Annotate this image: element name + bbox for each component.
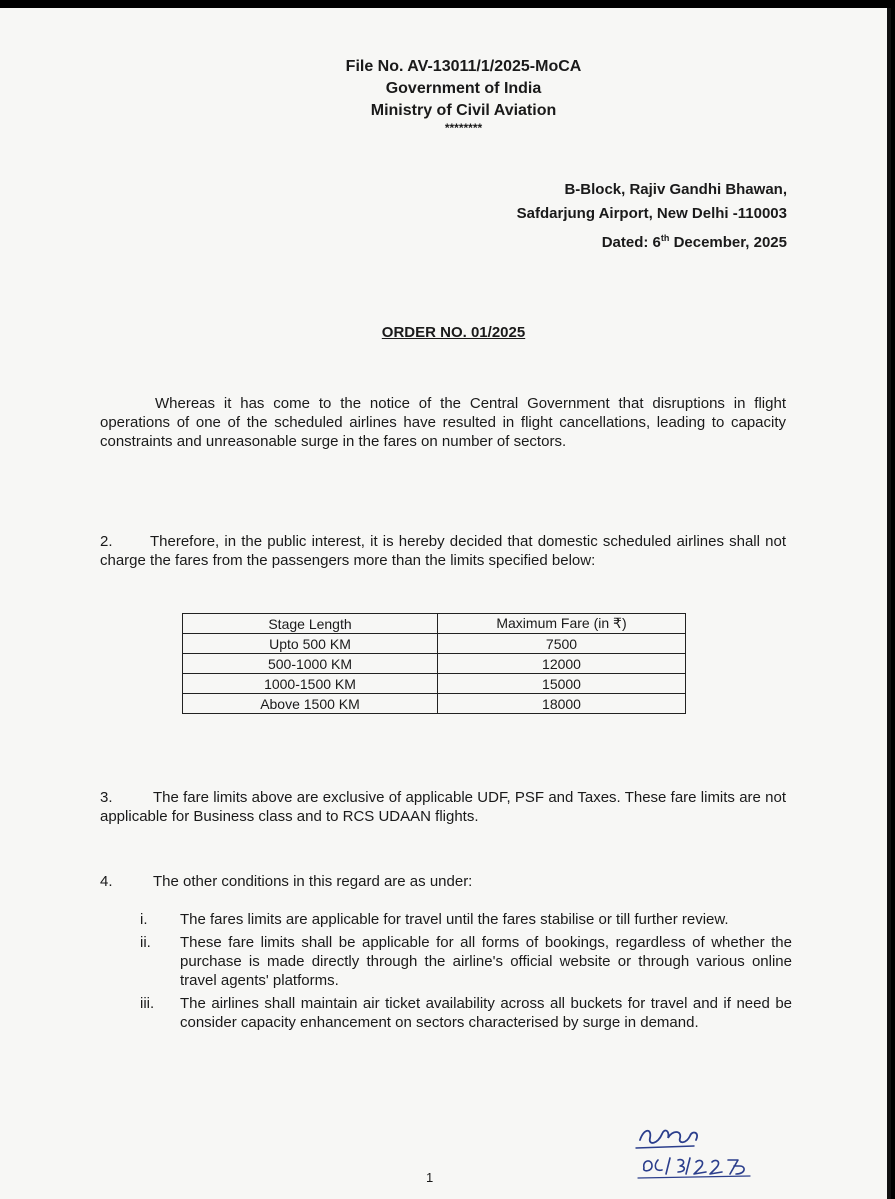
list-item-marker: i. xyxy=(140,911,148,928)
table-header-maximum-fare: Maximum Fare (in ₹) xyxy=(438,614,686,634)
dated-superscript: th xyxy=(660,233,670,243)
list-item-text: The airlines shall maintain air ticket availability across all buckets for travel and if need be consider capacity enhancement on sectors characterised by surge in demand. xyxy=(180,995,792,1031)
file-number: File No. AV-13011/1/2025-MoCA xyxy=(345,58,582,75)
paragraph-4-number: 4. xyxy=(100,873,113,890)
table-cell-stage: Upto 500 KM xyxy=(183,634,438,654)
paragraph-3-number: 3. xyxy=(100,789,113,806)
header-separator-stars: ******** xyxy=(444,121,483,135)
table-row xyxy=(183,634,686,654)
list-item-marker: iii. xyxy=(140,995,155,1012)
paragraph-1: Whereas it has come to the notice of the Central Government that disruptions in flight operations of one of the scheduled airlines have resulted in flight cancellations, leading to capacity constraints and unreasonable surge in the fares on number of sectors. xyxy=(100,395,786,450)
table-cell-fare: 7500 xyxy=(438,634,686,654)
paragraph-2 xyxy=(100,532,786,570)
list-item-text: The fares limits are applicable for travel until the fares stabilise or till further review. xyxy=(180,911,729,928)
table-cell-stage: 1000-1500 KM xyxy=(183,674,438,694)
table-header-row xyxy=(183,614,686,634)
paragraph-4-text: The other conditions in this regard are as under: xyxy=(153,873,473,890)
table-cell-stage: Above 1500 KM xyxy=(183,694,438,714)
fare-limits-table xyxy=(182,613,686,714)
table-cell-fare: 15000 xyxy=(438,674,686,694)
document-page xyxy=(0,8,891,1199)
table-row xyxy=(183,694,686,714)
government-name: Government of India xyxy=(385,80,542,97)
list-item-text: These fare limits shall be applicable for all forms of bookings, regardless of whether the purchase is made directly through the airline's official website or through various online travel agents' platforms. xyxy=(180,934,792,989)
list-item xyxy=(132,910,792,929)
list-item xyxy=(132,933,792,990)
dated-suffix: December, 2025 xyxy=(669,234,787,251)
dated-prefix: Dated: 6 xyxy=(601,234,661,251)
table-cell-fare: 18000 xyxy=(438,694,686,714)
list-item-marker: ii. xyxy=(140,934,151,951)
table-row xyxy=(183,674,686,694)
order-title-text: ORDER NO. 01/2025 xyxy=(381,324,526,341)
table-cell-fare: 12000 xyxy=(438,654,686,674)
dated-line xyxy=(517,226,787,255)
handwritten-signature xyxy=(630,1120,790,1180)
table-row xyxy=(183,654,686,674)
paragraph-2-number: 2. xyxy=(100,533,113,550)
paragraph-3-text: The fare limits above are exclusive of applicable UDF, PSF and Taxes. These fare limits are not applicable for Business class and to RCS UDAAN flights. xyxy=(100,789,786,825)
paragraph-2-text: Therefore, in the public interest, it is hereby decided that domestic scheduled airlines shall not charge the fares from the passengers more than the limits specified below: xyxy=(100,533,786,569)
address-line-2: Safdarjung Airport, New Delhi -110003 xyxy=(516,205,787,222)
ministry-name: Ministry of Civil Aviation xyxy=(370,102,557,119)
address-block xyxy=(517,178,787,255)
table-cell-stage: 500-1000 KM xyxy=(183,654,438,674)
list-item xyxy=(132,994,792,1032)
conditions-list xyxy=(132,910,792,1036)
order-title xyxy=(0,324,887,341)
page-number: 1 xyxy=(426,1170,434,1185)
paragraph-4 xyxy=(100,872,786,891)
table-header-stage-length: Stage Length xyxy=(183,614,438,634)
document-header xyxy=(0,56,887,134)
address-line-1: B-Block, Rajiv Gandhi Bhawan, xyxy=(564,181,787,198)
paragraph-3 xyxy=(100,788,786,826)
